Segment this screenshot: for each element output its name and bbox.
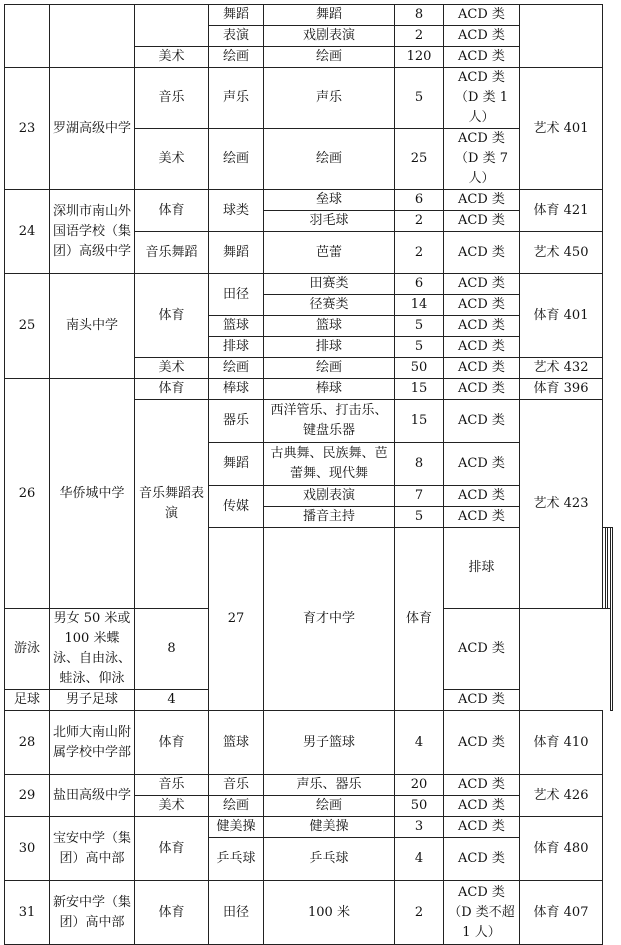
table-cell: 绘画 bbox=[209, 129, 264, 190]
table-cell: 排球 bbox=[264, 337, 395, 358]
table-cell: ACD 类 bbox=[444, 190, 520, 211]
table-cell: 华侨城中学 bbox=[50, 379, 135, 609]
table-cell: 盐田高级中学 bbox=[50, 775, 135, 817]
table-cell: 男子篮球 bbox=[264, 711, 395, 775]
table-cell: ACD 类 bbox=[444, 400, 520, 443]
table-cell: 径赛类 bbox=[264, 295, 395, 316]
table-cell: 8 bbox=[135, 609, 209, 690]
table-cell: 男子足球 bbox=[50, 690, 135, 711]
table-cell: 声乐、器乐 bbox=[264, 775, 395, 796]
table-cell: 27 bbox=[209, 528, 264, 711]
table-cell: 传媒 bbox=[209, 486, 264, 528]
table-cell bbox=[5, 5, 50, 68]
table-cell: ACD 类 bbox=[444, 295, 520, 316]
table-cell: ACD 类 bbox=[444, 274, 520, 295]
table-cell: 绘画 bbox=[209, 47, 264, 68]
table-cell: 7 bbox=[395, 486, 444, 507]
table-cell: 播音主持 bbox=[264, 507, 395, 528]
table-cell: 25 bbox=[5, 274, 50, 379]
table-cell: 体育 421 bbox=[520, 190, 603, 232]
table-cell: ACD 类 bbox=[444, 5, 520, 26]
table-cell: 5 bbox=[395, 507, 444, 528]
table-cell: 120 bbox=[395, 47, 444, 68]
table-cell: 羽毛球 bbox=[264, 211, 395, 232]
table-cell: 3 bbox=[395, 817, 444, 838]
table-cell: ACD 类 bbox=[444, 775, 520, 796]
table-cell: 舞蹈 bbox=[209, 443, 264, 486]
table-cell: 15 bbox=[395, 379, 444, 400]
table-cell: 体育 407 bbox=[520, 881, 603, 945]
table-cell: 戏剧表演 bbox=[264, 486, 395, 507]
table-cell: 宝安中学（集团）高中部 bbox=[50, 817, 135, 881]
table-cell: ACD 类 bbox=[444, 316, 520, 337]
table-cell: 6 bbox=[395, 274, 444, 295]
table-cell: 声乐 bbox=[264, 68, 395, 129]
table-cell: 垒球 bbox=[264, 190, 395, 211]
table-cell: 球类 bbox=[209, 190, 264, 232]
table-cell: 声乐 bbox=[209, 68, 264, 129]
table-cell: 绘画 bbox=[209, 358, 264, 379]
table-cell: 音乐 bbox=[135, 775, 209, 796]
table-row bbox=[5, 68, 613, 129]
table-cell: ACD 类 bbox=[444, 337, 520, 358]
table-cell: 游泳 bbox=[5, 609, 50, 690]
table-cell: ACD 类 bbox=[444, 486, 520, 507]
table-cell: 31 bbox=[5, 881, 50, 945]
table-cell: 乒乓球 bbox=[209, 838, 264, 881]
table-cell: 15 bbox=[395, 400, 444, 443]
table-cell: ACD 类 bbox=[444, 817, 520, 838]
table-cell: 体育 bbox=[135, 190, 209, 232]
table-cell: 艺术 401 bbox=[520, 68, 603, 190]
table-cell bbox=[520, 5, 603, 68]
table-cell: 男女 50 米或 100 米蝶泳、自由泳、蛙泳、仰泳 bbox=[50, 609, 135, 690]
table-cell: 8 bbox=[395, 5, 444, 26]
table-cell: 美术 bbox=[135, 129, 209, 190]
table-cell: 健美操 bbox=[264, 817, 395, 838]
table-cell: 25 bbox=[395, 129, 444, 190]
table-cell: 育才中学 bbox=[264, 528, 395, 711]
table-row bbox=[5, 711, 613, 775]
table-cell: 30 bbox=[5, 817, 50, 881]
table-cell: 南头中学 bbox=[50, 274, 135, 379]
table-cell: 6 bbox=[395, 190, 444, 211]
table-cell: 音乐 bbox=[135, 68, 209, 129]
table-cell: 体育 bbox=[135, 274, 209, 358]
table-cell: 艺术 432 bbox=[520, 358, 603, 379]
table-cell bbox=[135, 5, 209, 47]
table-cell: 20 bbox=[395, 775, 444, 796]
table-row bbox=[5, 190, 613, 211]
table-cell: 26 bbox=[5, 379, 50, 609]
table-cell: ACD 类 bbox=[444, 711, 520, 775]
table-cell: 14 bbox=[395, 295, 444, 316]
table-cell: 音乐 bbox=[209, 775, 264, 796]
table-body bbox=[5, 5, 613, 945]
table-cell: 28 bbox=[5, 711, 50, 775]
table-cell: 舞蹈 bbox=[209, 5, 264, 26]
table-cell: 棒球 bbox=[264, 379, 395, 400]
table-cell: ACD 类 bbox=[444, 443, 520, 486]
table-cell: 4 bbox=[135, 690, 209, 711]
table-cell: 5 bbox=[395, 316, 444, 337]
table-cell: ACD 类 bbox=[444, 358, 520, 379]
table-cell: 绘画 bbox=[264, 129, 395, 190]
table-cell: 体育 bbox=[135, 711, 209, 775]
table-cell: 2 bbox=[395, 881, 444, 945]
table-cell: 艺术 450 bbox=[520, 232, 603, 274]
table-cell: 2 bbox=[395, 232, 444, 274]
table-cell: 绘画 bbox=[264, 796, 395, 817]
table-cell: 体育 396 bbox=[520, 379, 603, 400]
table-cell: 5 bbox=[395, 68, 444, 129]
table-cell: 戏剧表演 bbox=[264, 26, 395, 47]
table-row bbox=[5, 379, 613, 400]
table-cell: 4 bbox=[395, 838, 444, 881]
table-cell: ACD 类（D 类 7 人） bbox=[444, 129, 520, 190]
table-cell bbox=[610, 528, 613, 711]
table-cell: ACD 类（D 类不超 1 人） bbox=[444, 881, 520, 945]
table-cell: 体育 bbox=[135, 379, 209, 400]
table-cell: ACD 类 bbox=[444, 838, 520, 881]
table-cell: 绘画 bbox=[209, 796, 264, 817]
table-row bbox=[5, 274, 613, 295]
table-cell: 芭蕾 bbox=[264, 232, 395, 274]
table-cell: 4 bbox=[395, 711, 444, 775]
table-cell: ACD 类 bbox=[444, 379, 520, 400]
table-cell: 体育 410 bbox=[520, 711, 603, 775]
table-cell: ACD 类 bbox=[444, 690, 520, 711]
table-cell: ACD 类 bbox=[444, 26, 520, 47]
table-cell: 棒球 bbox=[209, 379, 264, 400]
table-cell: 罗湖高级中学 bbox=[50, 68, 135, 190]
table-cell: 2 bbox=[395, 211, 444, 232]
table-cell: 篮球 bbox=[209, 316, 264, 337]
table-cell: 舞蹈 bbox=[209, 232, 264, 274]
table-cell: 音乐舞蹈表演 bbox=[135, 400, 209, 609]
table-cell: 23 bbox=[5, 68, 50, 190]
table-cell: 5 bbox=[395, 337, 444, 358]
table-cell: 体育 401 bbox=[520, 274, 603, 358]
table-cell: 50 bbox=[395, 796, 444, 817]
table-cell: 2 bbox=[395, 26, 444, 47]
table-cell: 田赛类 bbox=[264, 274, 395, 295]
table-cell: ACD 类 bbox=[444, 609, 520, 690]
table-cell: 体育 bbox=[395, 528, 444, 711]
table-cell: 篮球 bbox=[209, 711, 264, 775]
table-row bbox=[5, 5, 613, 26]
admissions-table bbox=[4, 4, 613, 945]
table-cell: 北师大南山附属学校中学部 bbox=[50, 711, 135, 775]
table-cell: 田径 bbox=[209, 274, 264, 316]
table-cell: ACD 类 bbox=[444, 507, 520, 528]
table-cell: ACD 类 bbox=[444, 232, 520, 274]
table-cell: ACD 类 bbox=[444, 796, 520, 817]
table-cell bbox=[50, 5, 135, 68]
table-cell: 绘画 bbox=[264, 47, 395, 68]
table-cell: 舞蹈 bbox=[264, 5, 395, 26]
table-cell: 绘画 bbox=[264, 358, 395, 379]
table-cell: 体育 bbox=[135, 817, 209, 881]
table-row bbox=[5, 881, 613, 945]
table-cell: 乒乓球 bbox=[264, 838, 395, 881]
table-cell: 排球 bbox=[209, 337, 264, 358]
table-cell: 艺术 426 bbox=[520, 775, 603, 817]
table-cell: ACD 类 bbox=[444, 47, 520, 68]
table-cell: 健美操 bbox=[209, 817, 264, 838]
table-cell: 篮球 bbox=[264, 316, 395, 337]
table-row bbox=[5, 775, 613, 796]
table-cell: 50 bbox=[395, 358, 444, 379]
table-cell: 表演 bbox=[209, 26, 264, 47]
table-cell: 8 bbox=[395, 443, 444, 486]
table-cell: 29 bbox=[5, 775, 50, 817]
table-cell: 美术 bbox=[135, 796, 209, 817]
table-cell: ACD 类 bbox=[444, 211, 520, 232]
table-cell: 深圳市南山外国语学校（集团）高级中学 bbox=[50, 190, 135, 274]
table-cell: 100 米 bbox=[264, 881, 395, 945]
table-cell: 新安中学（集团）高中部 bbox=[50, 881, 135, 945]
table-cell: 足球 bbox=[5, 690, 50, 711]
table-cell: 器乐 bbox=[209, 400, 264, 443]
table-cell: 体育 480 bbox=[520, 817, 603, 881]
table-cell: 24 bbox=[5, 190, 50, 274]
table-cell: 体育 bbox=[135, 881, 209, 945]
table-cell: ACD 类（D 类 1 人） bbox=[444, 68, 520, 129]
table-cell: 艺术 423 bbox=[520, 400, 603, 609]
table-cell: 音乐舞蹈 bbox=[135, 232, 209, 274]
table-cell: 田径 bbox=[209, 881, 264, 945]
table-cell: 古典舞、民族舞、芭蕾舞、现代舞 bbox=[264, 443, 395, 486]
table-cell: 美术 bbox=[135, 47, 209, 68]
table-cell: 美术 bbox=[135, 358, 209, 379]
table-cell: 西洋管乐、打击乐、键盘乐器 bbox=[264, 400, 395, 443]
table-cell: 排球 bbox=[444, 528, 520, 609]
table-row bbox=[5, 817, 613, 838]
